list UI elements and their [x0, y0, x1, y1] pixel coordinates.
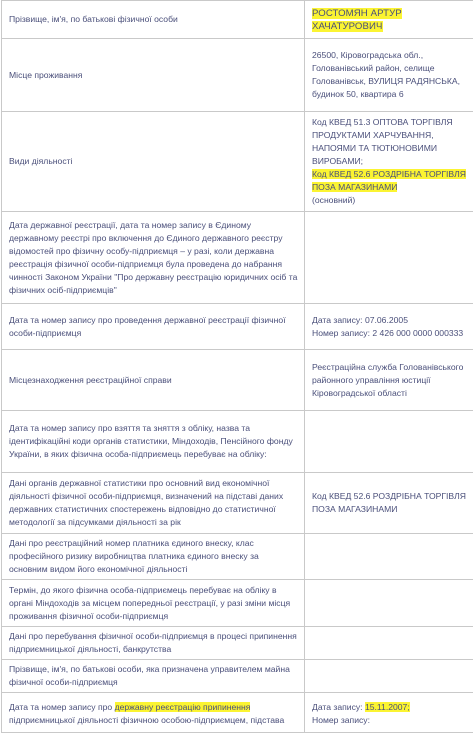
record-number: Номер запису: 2 426 000 0000 000333 — [312, 327, 468, 340]
row-value: Реєстраційна служба Голованівського районного управління юстиції Кіровоградської області — [305, 350, 473, 411]
row-label: Дані про перебування фізичної особи-підприємця в процесі припинення підприємницької діяльності, банкрутства — [2, 627, 305, 660]
table-row — [2, 580, 473, 627]
table-row — [2, 693, 473, 733]
termination-date: 15.11.2007; — [365, 702, 410, 712]
table-row — [2, 660, 473, 693]
registry-extract-table — [1, 0, 473, 733]
table-row — [2, 534, 473, 580]
row-label: Дані органів державної статистики про основний вид економічної діяльності фізичної особи-підприємця, визначений на підставі даних державних статистичних спостережень відповідно до статистичної методології за підсумками діяльності за рік — [2, 473, 305, 534]
activity-main-note: (основний) — [312, 194, 468, 207]
table-row — [2, 212, 473, 304]
termination-label-end: підприємницької діяльності фізичною особою-підприємцем, підстава — [9, 715, 284, 725]
row-label: Термін, до якого фізична особа-підприємець перебуває на обліку в органі Міндоходів за місцем попередньої реєстрації, у разі зміни місця проживання фізичної особи-підприємця — [2, 580, 305, 627]
termination-label-start: Дата та номер запису про — [9, 702, 115, 712]
row-value — [305, 1, 473, 39]
table-row — [2, 112, 473, 212]
row-label: Місце проживання — [2, 39, 305, 112]
row-label: Прізвище, ім'я, по батькові фізичної особи — [2, 1, 305, 39]
table-row — [2, 473, 473, 534]
table-row — [2, 304, 473, 350]
row-value — [305, 693, 473, 733]
row-label: Місцезнаходження реєстраційної справи — [2, 350, 305, 411]
activity-code-primary-wholesale: Код КВЕД 51.3 ОПТОВА ТОРГІВЛЯ ПРОДУКТАМИ ХАРЧУВАННЯ, НАПОЯМИ ТА ТЮТЮНОВИМИ ВИРОБАМИ; — [312, 116, 468, 168]
row-value: Код КВЕД 52.6 РОЗДРІБНА ТОРГІВЛЯ ПОЗА МАГАЗИНАМИ — [305, 473, 473, 534]
record-date: Дата запису: 07.06.2005 — [312, 314, 468, 327]
row-value — [305, 112, 473, 212]
row-value — [305, 212, 473, 304]
termination-number: Номер запису: — [312, 714, 468, 727]
activity-code-retail: Код КВЕД 52.6 РОЗДРІБНА ТОРГІВЛЯ ПОЗА МАГАЗИНАМИ — [312, 169, 466, 192]
row-label: Дата та номер запису про взяття та зняття з обліку, назва та ідентифікаційні коди органів статистики, Міндоходів, Пенсійного фонду України, в яких фізична особа-підприємець перебуває на обліку: — [2, 411, 305, 473]
row-value: 26500, Кіровоградська обл., Голованівський район, селище Голованівськ, ВУЛИЦЯ РАДЯНСЬКА, будинок 50, квартира 6 — [305, 39, 473, 112]
row-value — [305, 660, 473, 693]
row-value — [305, 580, 473, 627]
termination-label-highlight: державну реєстрацію припинення — [115, 702, 251, 712]
row-label: Дата та номер запису про проведення державної реєстрації фізичної особи-підприємця — [2, 304, 305, 350]
table-row — [2, 39, 473, 112]
row-label: Прізвище, ім'я, по батькові особи, яка призначена управителем майна фізичної особи-підприємця — [2, 660, 305, 693]
table-row — [2, 627, 473, 660]
table-row — [2, 411, 473, 473]
row-value — [305, 304, 473, 350]
termination-date-prefix: Дата запису: — [312, 702, 365, 712]
row-value — [305, 411, 473, 473]
row-value — [305, 627, 473, 660]
owner-full-name: РОСТОМЯН АРТУР ХАЧАТУРОВИЧ — [312, 8, 402, 32]
row-value — [305, 534, 473, 580]
table-row — [2, 1, 473, 39]
row-label — [2, 693, 305, 733]
termination-date-line — [312, 701, 468, 714]
row-label: Види діяльності — [2, 112, 305, 212]
table-row — [2, 350, 473, 411]
row-label: Дані про реєстраційний номер платника єдиного внеску, клас професійного ризику виробництва платника єдиного внеску за основним видом його економічної діяльності — [2, 534, 305, 580]
row-label: Дата державної реєстрації, дата та номер запису в Єдиному державному реєстрі про включення до Єдиного державного реєстру відомостей про фізичну особу-підприємця – у разі, коли державна реєстрація фізичної особи-підприємця була проведена до набрання чинності Законом України "Про державну реєстрацію юридичних осіб та фізичних осіб-підприємців" — [2, 212, 305, 304]
